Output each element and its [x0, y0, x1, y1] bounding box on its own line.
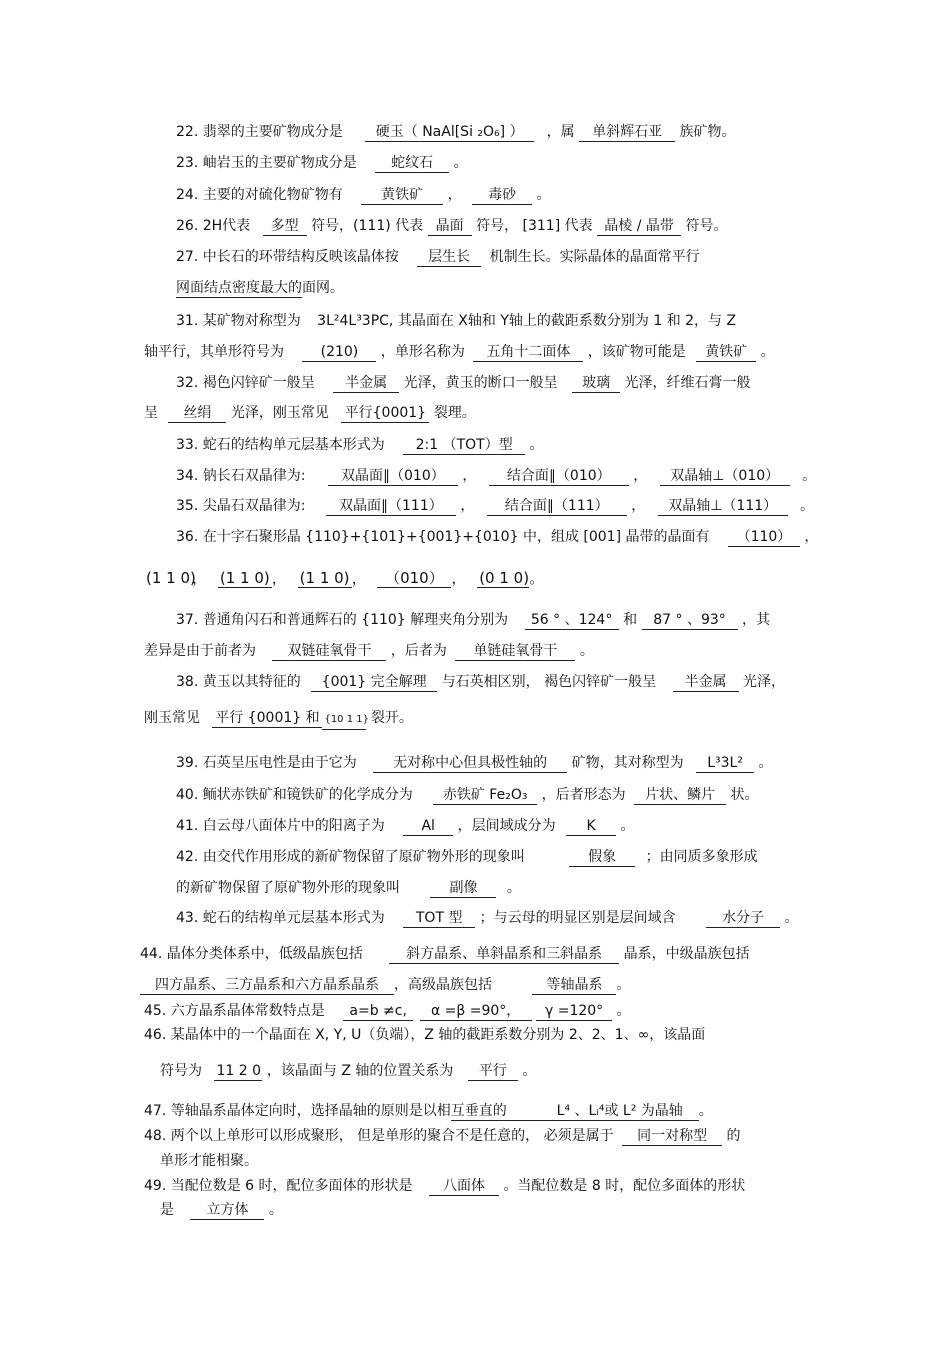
q27-answer-2: 网面结点密度最大的: [176, 280, 302, 296]
q47-answer-2: L⁴ 、Lᵢ⁴或 L² 为晶轴: [541, 1102, 699, 1121]
q31-post: 。: [760, 344, 775, 360]
q23-text: 23. 岫岩玉的主要矿物成分是: [176, 155, 357, 171]
q22-mid: ，属: [546, 124, 575, 140]
q44-text-2: 晶系，中级晶族包括: [623, 946, 750, 962]
question-48: [144, 1127, 741, 1146]
q44-answer-2: 四方晶系、三方晶系和六方晶系晶系: [140, 976, 394, 995]
question-33: [176, 436, 544, 455]
q43-answer-2: 水分子: [706, 909, 780, 928]
q36-answer-1: （110）: [728, 528, 800, 547]
question-22: [176, 123, 736, 142]
q48-text: 48. 两个以上单形可以形成聚形， 但是单形的聚合不是任意的， 必须是属于: [144, 1128, 614, 1144]
q41-post: 。: [620, 818, 635, 834]
q33-answer: 2:1 （TOT）型: [403, 436, 525, 455]
q23-answer: 蛇纹石: [375, 154, 449, 173]
q24-answer-2: 毒砂: [472, 186, 532, 205]
q43-text: 43. 蛇石的结构单元层基本形式为: [176, 910, 385, 926]
q34-answer-3: 双晶轴⊥（010）: [660, 467, 790, 486]
q40-text-2: ，后者形态为: [541, 787, 626, 803]
q31-answer-3: 黄铁矿: [696, 343, 756, 362]
q34-sep-1: ，: [462, 468, 477, 484]
question-46: [144, 1026, 705, 1044]
q49-text-2: 。当配位数是 8 时，配位多面体的形状: [503, 1178, 746, 1194]
q31-answer-2: 五角十二面体: [473, 343, 583, 362]
q36-face-5: （010）: [377, 569, 451, 588]
q26-text-3: 符号， [311] 代表: [476, 218, 593, 234]
question-37-line-2: [144, 642, 594, 661]
q39-answer-1: 无对称中心但具极性轴的: [373, 754, 567, 773]
q24-answer-1: 黄铁矿: [361, 186, 443, 205]
q37-text-2: 和: [623, 612, 638, 628]
q35-sep-2: ，: [631, 498, 646, 514]
q31-answer-1: (210): [302, 343, 376, 362]
q41-answer-1: Al: [403, 817, 453, 836]
q43-post: 。: [784, 910, 799, 926]
q46-text-2: ，该晶面与 Z 轴的位置关系为: [266, 1063, 454, 1079]
q38-answer-2: 半金属: [673, 673, 739, 692]
q38-answer-3: 平行 {0001} 和: [212, 709, 322, 728]
q48-line2-text: 单形才能相聚。: [160, 1153, 258, 1169]
question-41: [176, 817, 635, 836]
q31-text-3: ，单形名称为: [380, 344, 465, 360]
q44-answer-1: 斜方晶系、单斜晶系和三斜晶系: [389, 945, 619, 964]
q32-line2-text: 呈: [144, 405, 158, 421]
q32-post: 裂理。: [433, 405, 476, 421]
question-23: [176, 154, 468, 173]
q31-text-2: 其晶面在 X轴和 Y轴上的截距系数分别为 1 和 2，与 Z: [397, 313, 737, 329]
q32-text-4: 光泽，刚玉常见: [230, 405, 329, 421]
q32-text: 32. 褐色闪锌矿一般呈: [176, 375, 315, 391]
q33-text: 33. 蛇石的结构单元层基本形式为: [176, 437, 385, 453]
q24-post: 。: [536, 187, 551, 203]
q42-text-2: ；由同质多象形成: [645, 849, 758, 865]
q26-text: 26. 2H代表: [176, 218, 251, 234]
q24-text: 24. 主要的对硫化物矿物有: [176, 187, 343, 203]
q27-post: 机制生长。实际晶体的晶面常平行: [489, 249, 700, 265]
q49-line2-text: 是: [160, 1202, 174, 1218]
question-26: [176, 217, 728, 236]
q35-answer-1: 双晶面∥（111）: [326, 497, 456, 516]
q32-answer-4: 平行{0001}: [341, 404, 429, 423]
q26-post: 符号。: [685, 218, 728, 234]
q22-answer-1: 硬玉（ NaAl[Si ₂O₆] ）: [365, 123, 534, 142]
question-31: [176, 312, 736, 330]
q37-text: 37. 普通角闪石和普通辉石的 {110} 解理夹角分别为: [176, 612, 509, 628]
q37-answer-1: 56 ° 、124°: [525, 611, 619, 630]
question-38: [176, 673, 785, 692]
q36-sep-5: ，: [451, 569, 467, 587]
q36-sep: ，: [804, 529, 819, 545]
q37-text-4: ，后者为: [390, 643, 447, 659]
q37-post: 。: [579, 643, 594, 659]
q32-answer-2: 玻璃: [572, 374, 620, 393]
q36-face-3: (1 1 0): [218, 569, 272, 588]
q40-post: 状。: [730, 787, 759, 803]
q47-text: 47. 等轴晶系晶体定向时，选择晶轴的原则是以相: [144, 1103, 451, 1119]
q42-answer-1: 假象: [569, 848, 635, 867]
q38-text: 38. 黄玉以其特征的: [176, 674, 301, 690]
question-43: [176, 909, 799, 928]
q26-answer-1: 多型: [263, 217, 307, 236]
q43-answer-1: TOT 型: [403, 909, 475, 928]
q46-text: 46. 某晶体中的一个晶面在 X, Y, U（负端），Z 轴的截距系数分别为 2、2、1、∞，该晶面: [144, 1027, 706, 1043]
q38-line2-text: 刚玉常见: [144, 710, 200, 726]
q41-text-2: ，层间域成分为: [457, 818, 556, 834]
q49-answer-1: 八面体: [429, 1177, 499, 1196]
question-46-line-2: [160, 1062, 536, 1081]
q36-post: 。: [529, 569, 545, 587]
q42-answer-2: 副像: [430, 879, 496, 898]
q38-text-3: 光泽，: [742, 674, 785, 690]
q27-post-2: 面网。: [302, 280, 344, 296]
q26-text-2: 符号，(111) 代表: [311, 218, 424, 234]
q44-text-3: ，高级晶族包括: [394, 977, 492, 993]
q31-text-4: ，该矿物可能是: [587, 344, 686, 360]
q31-text: 31. 某矿物对称型为: [176, 313, 301, 329]
q37-answer-4: 单链硅氧骨干: [455, 642, 575, 661]
q23-post: 。: [453, 155, 468, 171]
q26-answer-2: 晶面: [428, 217, 472, 236]
q41-text: 41. 白云母八面体片中的阳离子为: [176, 818, 385, 834]
q32-answer-3: 丝绢: [168, 404, 226, 423]
question-48-line-2: [160, 1152, 258, 1170]
q44-text: 44. 晶体分类体系中，低级晶族包括: [140, 946, 363, 962]
q42-post: 。: [506, 880, 521, 896]
q35-text: 35. 尖晶石双晶律为:: [176, 498, 306, 514]
q38-answer-1: {001} 完全解理: [311, 673, 437, 692]
q49-post: 。: [268, 1202, 283, 1218]
q42-line2-text: 的新矿物保留了原矿物外形的现象叫: [176, 880, 400, 896]
q37-answer-2: 87 ° 、93°: [642, 611, 738, 630]
q31-line2-text: 轴平行，其单形符号为: [144, 344, 284, 360]
q48-answer: 同一对称型: [622, 1127, 722, 1146]
q37-text-3: ，其: [741, 612, 770, 628]
q35-post: 。: [800, 498, 815, 514]
q34-answer-1: 双晶面∥（010）: [328, 467, 458, 486]
question-44-line-2: [140, 976, 630, 995]
q45-answer-2: α =β =90°，: [420, 1002, 532, 1021]
question-47: [144, 1102, 713, 1121]
q36-face-6: (0 1 0): [479, 569, 530, 587]
q36-sep-2: ，: [192, 569, 208, 587]
q49-answer-2: 立方体: [190, 1201, 264, 1220]
q39-text: 39. 石英呈压电性是由于它为: [176, 755, 357, 771]
q46-line2-text: 符号为: [160, 1063, 202, 1079]
q34-answer-2: 结合面∥（010）: [489, 467, 629, 486]
q35-sep-1: ，: [460, 498, 475, 514]
question-36-line-2: [144, 569, 544, 588]
q43-text-2: ；与云母的明显区别是层间域含: [479, 910, 676, 926]
question-35: [176, 497, 814, 516]
q40-answer-1: 赤铁矿 Fe₂O₃: [433, 786, 537, 805]
q37-answer-3: 双链硅氧骨干: [272, 642, 386, 661]
q41-answer-2: K: [566, 817, 616, 836]
q32-text-3: 光泽，纤维石膏一般: [624, 375, 751, 391]
question-40: [176, 786, 759, 805]
q24-mid: ，: [447, 187, 462, 203]
question-27-line-2: [176, 279, 344, 298]
q40-text: 40. 鲕状赤铁矿和镜铁矿的化学成分为: [176, 787, 413, 803]
question-27: [176, 248, 700, 267]
q35-answer-2: 结合面∥（111）: [487, 497, 627, 516]
question-32: [176, 374, 751, 393]
question-49-line-2: [160, 1201, 283, 1220]
question-32-line-2: [144, 404, 476, 423]
q46-answer-2: 平行: [468, 1062, 518, 1081]
question-38-line-2: [144, 709, 413, 730]
q37-line2-text: 差异是由于前者为: [144, 643, 256, 659]
q39-post: 。: [758, 755, 773, 771]
q42-text: 42. 由交代作用形成的新矿物保留了原矿物外形的现象叫: [176, 849, 525, 865]
q38-text-2: 与石英相区别， 褐色闪锌矿一般呈: [441, 674, 657, 690]
question-45: [144, 1002, 631, 1021]
q27-text: 27. 中长石的环带结构反映该晶体按: [176, 249, 399, 265]
q31-symmetry: 3L²4L³3PC,: [317, 313, 394, 329]
q36-face-2: (1 1 0): [146, 569, 196, 587]
question-37: [176, 611, 770, 630]
q48-post: 的: [726, 1128, 741, 1144]
q38-post: 裂开。: [370, 710, 413, 726]
q44-post: 。: [616, 977, 631, 993]
question-44: [140, 945, 750, 964]
q46-answer-1: 11 2 0: [216, 1063, 261, 1079]
q36-sep-3: ，: [271, 569, 287, 587]
question-42: [176, 848, 758, 867]
q27-answer: 层生长: [417, 248, 481, 267]
q38-answer-4: {10 1 1}: [322, 711, 366, 730]
q36-sep-4: ，: [351, 569, 367, 587]
q39-answer-2: L³3L²: [696, 754, 754, 773]
q35-answer-3: 双晶轴⊥（111）: [658, 497, 788, 516]
q47-post: 。: [698, 1103, 713, 1119]
q32-text-2: 光泽，黄玉的断口一般呈: [403, 375, 558, 391]
q45-post: 。: [616, 1003, 631, 1019]
q22-text: 22. 翡翠的主要矿物成分是: [176, 124, 343, 140]
q49-text: 49. 当配位数是 6 时，配位多面体的形状是: [144, 1178, 413, 1194]
question-34: [176, 467, 816, 486]
question-31-line-2: [144, 343, 775, 362]
q34-text: 34. 钠长石双晶律为:: [176, 468, 306, 484]
q45-answer-1: a=b ≠c,: [343, 1002, 413, 1021]
q36-face-4: (1 1 0): [298, 569, 352, 588]
q47-answer-1: 互垂直的: [451, 1102, 541, 1121]
q45-text: 45. 六方晶系晶体常数特点是: [144, 1003, 325, 1019]
question-42-line-2: [176, 879, 521, 898]
q40-answer-2: 片状、鳞片: [634, 786, 726, 805]
question-24: [176, 186, 551, 205]
q32-answer-1: 半金属: [333, 374, 399, 393]
q22-answer-2: 单斜辉石亚: [579, 123, 675, 142]
q34-post: 。: [802, 468, 817, 484]
question-36: [176, 528, 818, 547]
q39-text-2: 矿物，其对称型为: [571, 755, 684, 771]
q22-post: 族矿物。: [679, 124, 736, 140]
q26-answer-3: 晶棱 / 晶带: [597, 217, 681, 236]
q46-post: 。: [522, 1063, 537, 1079]
q45-answer-3: γ =120°: [536, 1002, 612, 1021]
q34-sep-2: ，: [633, 468, 648, 484]
q36-text: 36. 在十字石聚形晶 {110}+{101}+{001}+{010} 中，组成 [001] 晶带的晶面有: [176, 529, 710, 545]
question-49: [144, 1177, 745, 1196]
q44-answer-3: 等轴晶系: [532, 976, 616, 995]
question-39: [176, 754, 773, 773]
q33-post: 。: [529, 437, 544, 453]
